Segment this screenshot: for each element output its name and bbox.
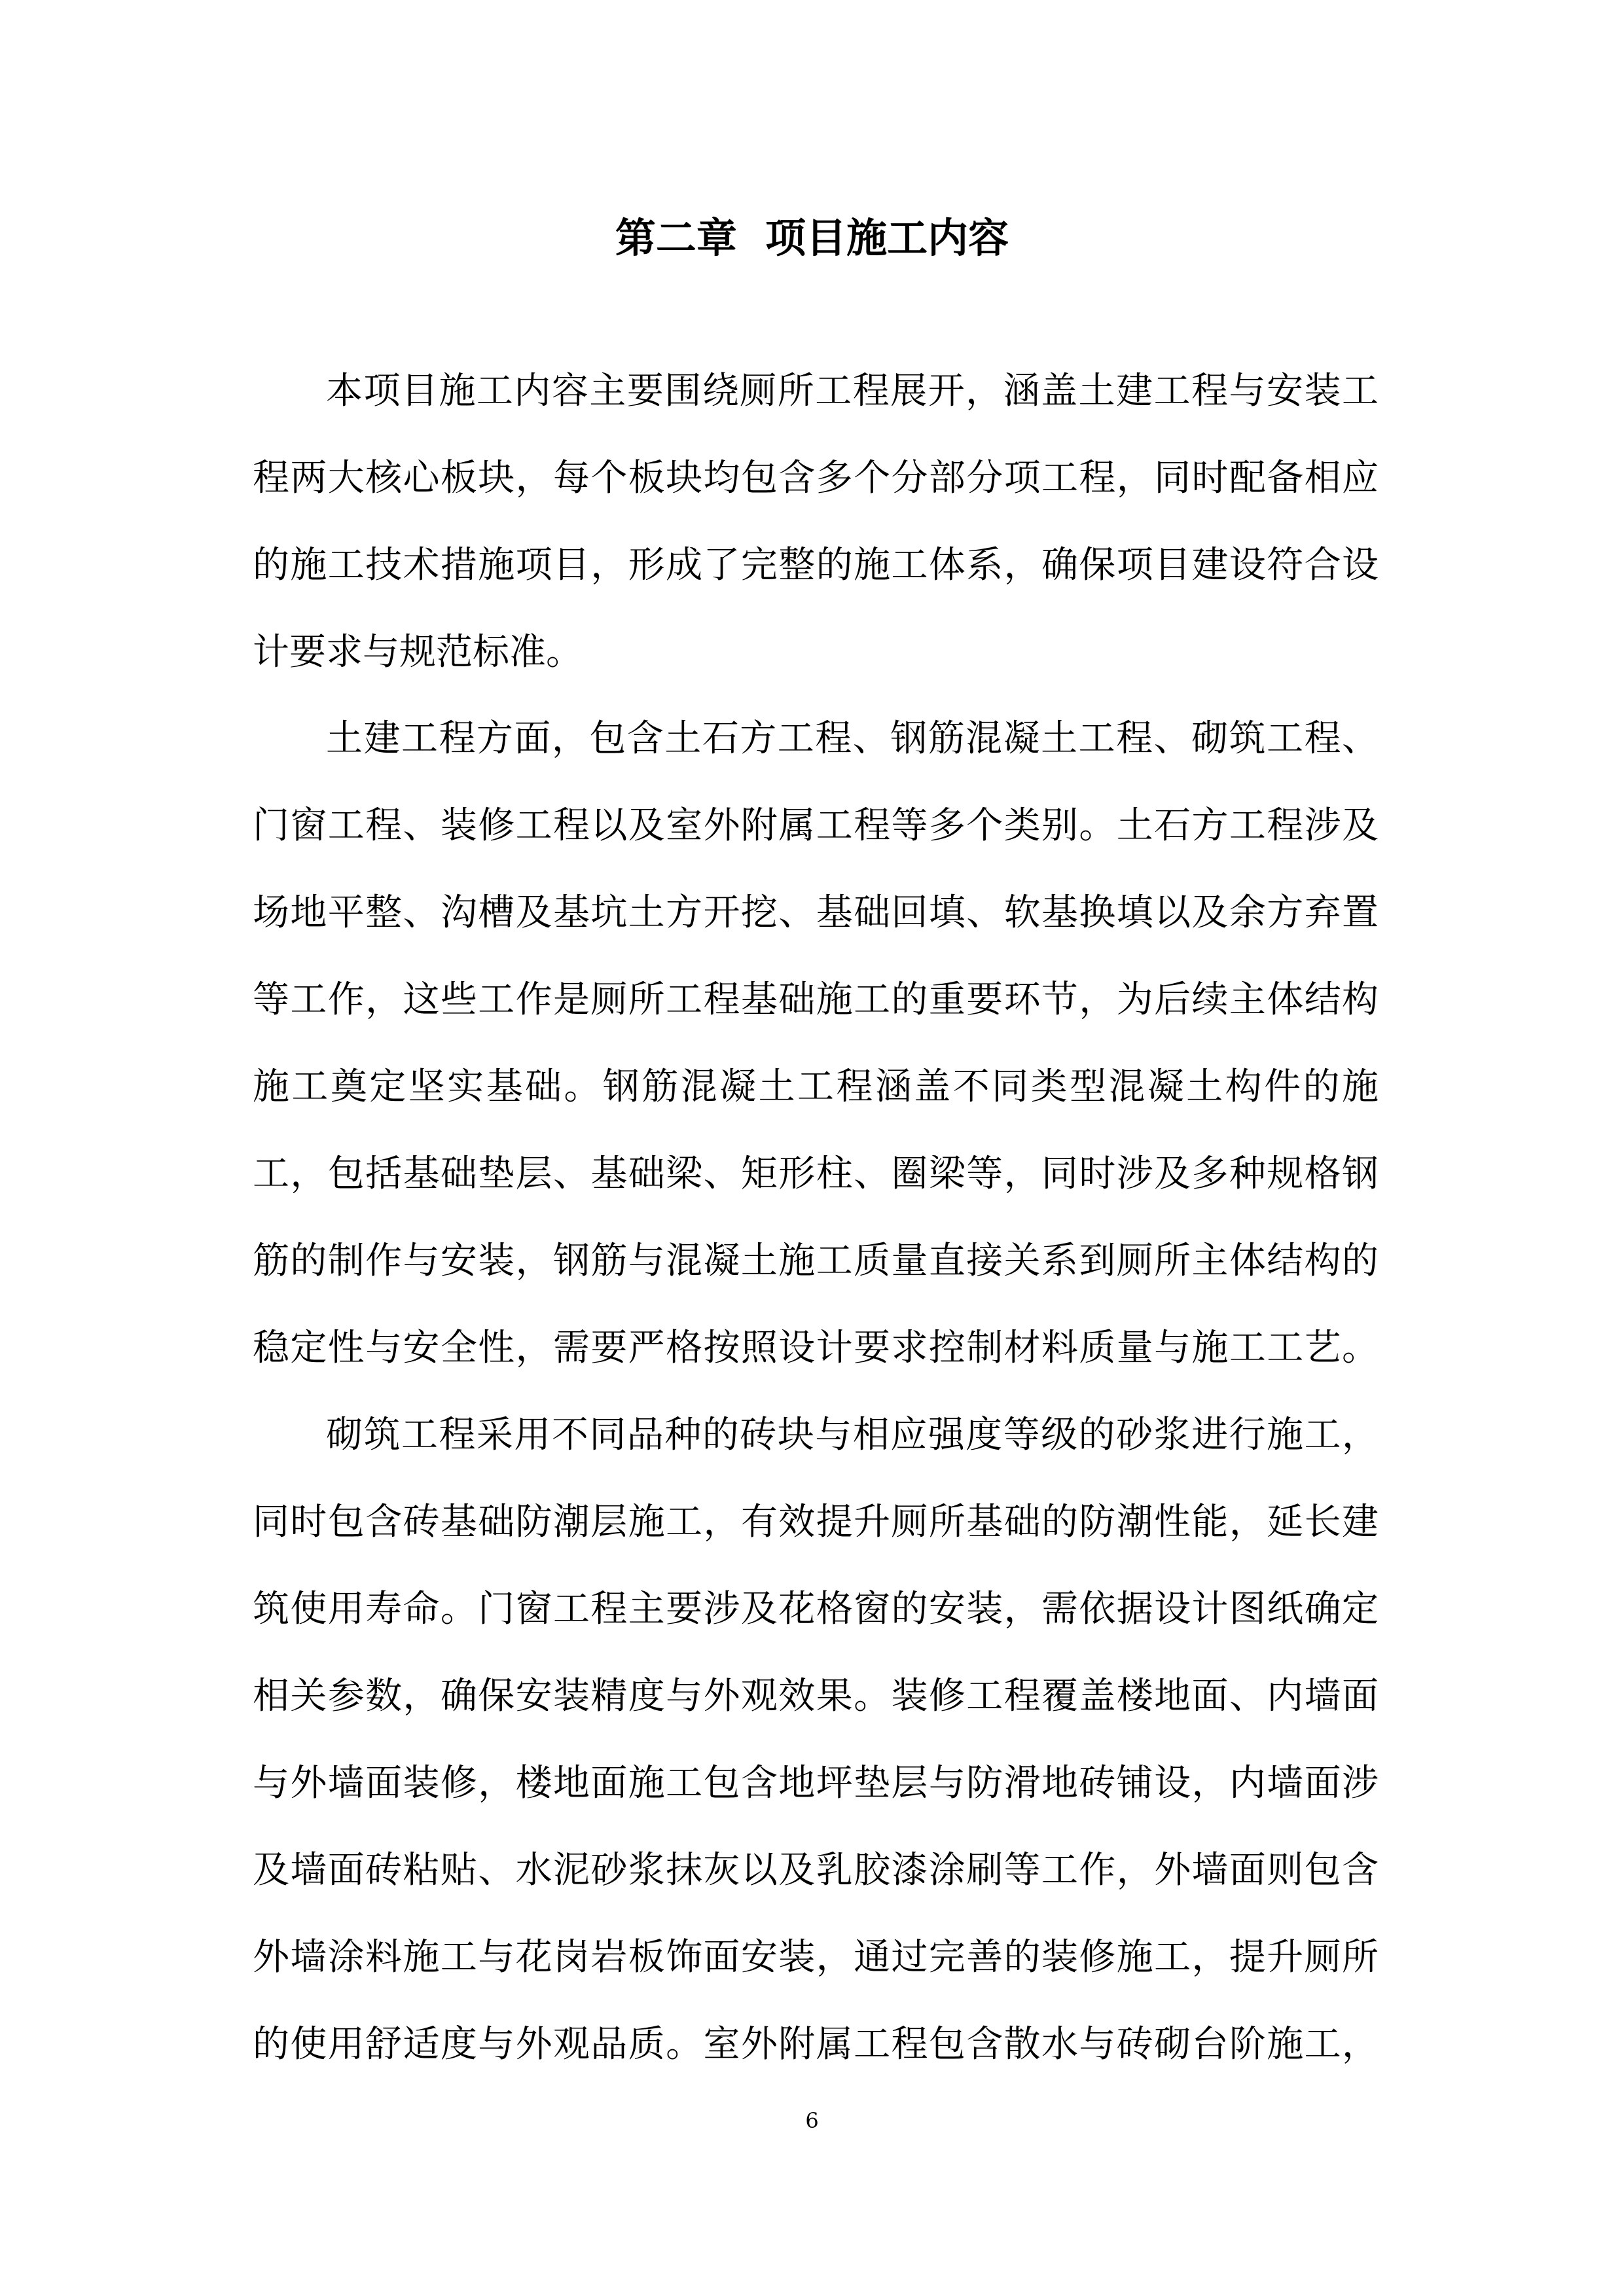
paragraph-3-line-5: 与外墙面装修，楼地面施工包含地坪垫层与防滑地砖铺设，内墙面涉 [253, 1762, 1379, 1804]
page-number: 6 [805, 2108, 819, 2133]
paragraph-2-line-6: 工，包括基础垫层、基础梁、矩形柱、圈梁等，同时涉及多种规格钢 [253, 1153, 1379, 1195]
paragraph-2-line-1: 土建工程方面，包含土石方工程、钢筋混凝土工程、砌筑工程、 [326, 717, 1379, 760]
paragraph-2-line-4: 等工作，这些工作是厕所工程基础施工的重要环节，为后续主体结构 [253, 978, 1379, 1021]
paragraph-3-line-8: 的使用舒适度与外观品质。室外附属工程包含散水与砖砌台阶施工， [253, 2023, 1379, 2066]
paragraph-1-line-4: 计要求与规范标准。 [253, 631, 583, 673]
paragraph-3-line-6: 及墙面砖粘贴、水泥砂浆抹灰以及乳胶漆涂刷等工作，外墙面则包含 [253, 1849, 1379, 1892]
paragraph-2-line-8: 稳定性与安全性，需要严格按照设计要求控制材料质量与施工工艺。 [253, 1327, 1379, 1369]
paragraph-1-line-2: 程两大核心板块，每个板块均包含多个分部分项工程，同时配备相应 [253, 457, 1379, 499]
paragraph-2-line-3: 场地平整、沟槽及基坑土方开挖、基础回填、软基换填以及余方弃置 [253, 891, 1379, 934]
paragraph-3-line-1: 砌筑工程采用不同品种的砖块与相应强度等级的砂浆进行施工， [326, 1414, 1379, 1456]
paragraph-3-line-4: 相关参数，确保安装精度与外观效果。装修工程覆盖楼地面、内墙面 [253, 1675, 1379, 1717]
paragraph-2-line-5: 施工奠定坚实基础。钢筋混凝土工程涵盖不同类型混凝土构件的施 [253, 1066, 1379, 1108]
chapter-title: 第二章 项目施工内容 [615, 214, 1009, 262]
paragraph-2-line-7: 筋的制作与安装，钢筋与混凝土施工质量直接关系到厕所主体结构的 [253, 1240, 1379, 1282]
paragraph-1-line-1: 本项目施工内容主要围绕厕所工程展开，涵盖土建工程与安装工 [326, 370, 1379, 412]
paragraph-3-line-2: 同时包含砖基础防潮层施工，有效提升厕所基础的防潮性能，延长建 [253, 1501, 1379, 1543]
paragraph-3-line-7: 外墙涂料施工与花岗岩板饰面安装，通过完善的装修施工，提升厕所 [253, 1936, 1379, 1979]
paragraph-1-line-3: 的施工技术措施项目，形成了完整的施工体系，确保项目建设符合设 [253, 544, 1379, 586]
paragraph-3-line-3: 筑使用寿命。门窗工程主要涉及花格窗的安装，需依据设计图纸确定 [253, 1588, 1379, 1630]
paragraph-2-line-2: 门窗工程、装修工程以及室外附属工程等多个类别。土石方工程涉及 [253, 804, 1379, 847]
